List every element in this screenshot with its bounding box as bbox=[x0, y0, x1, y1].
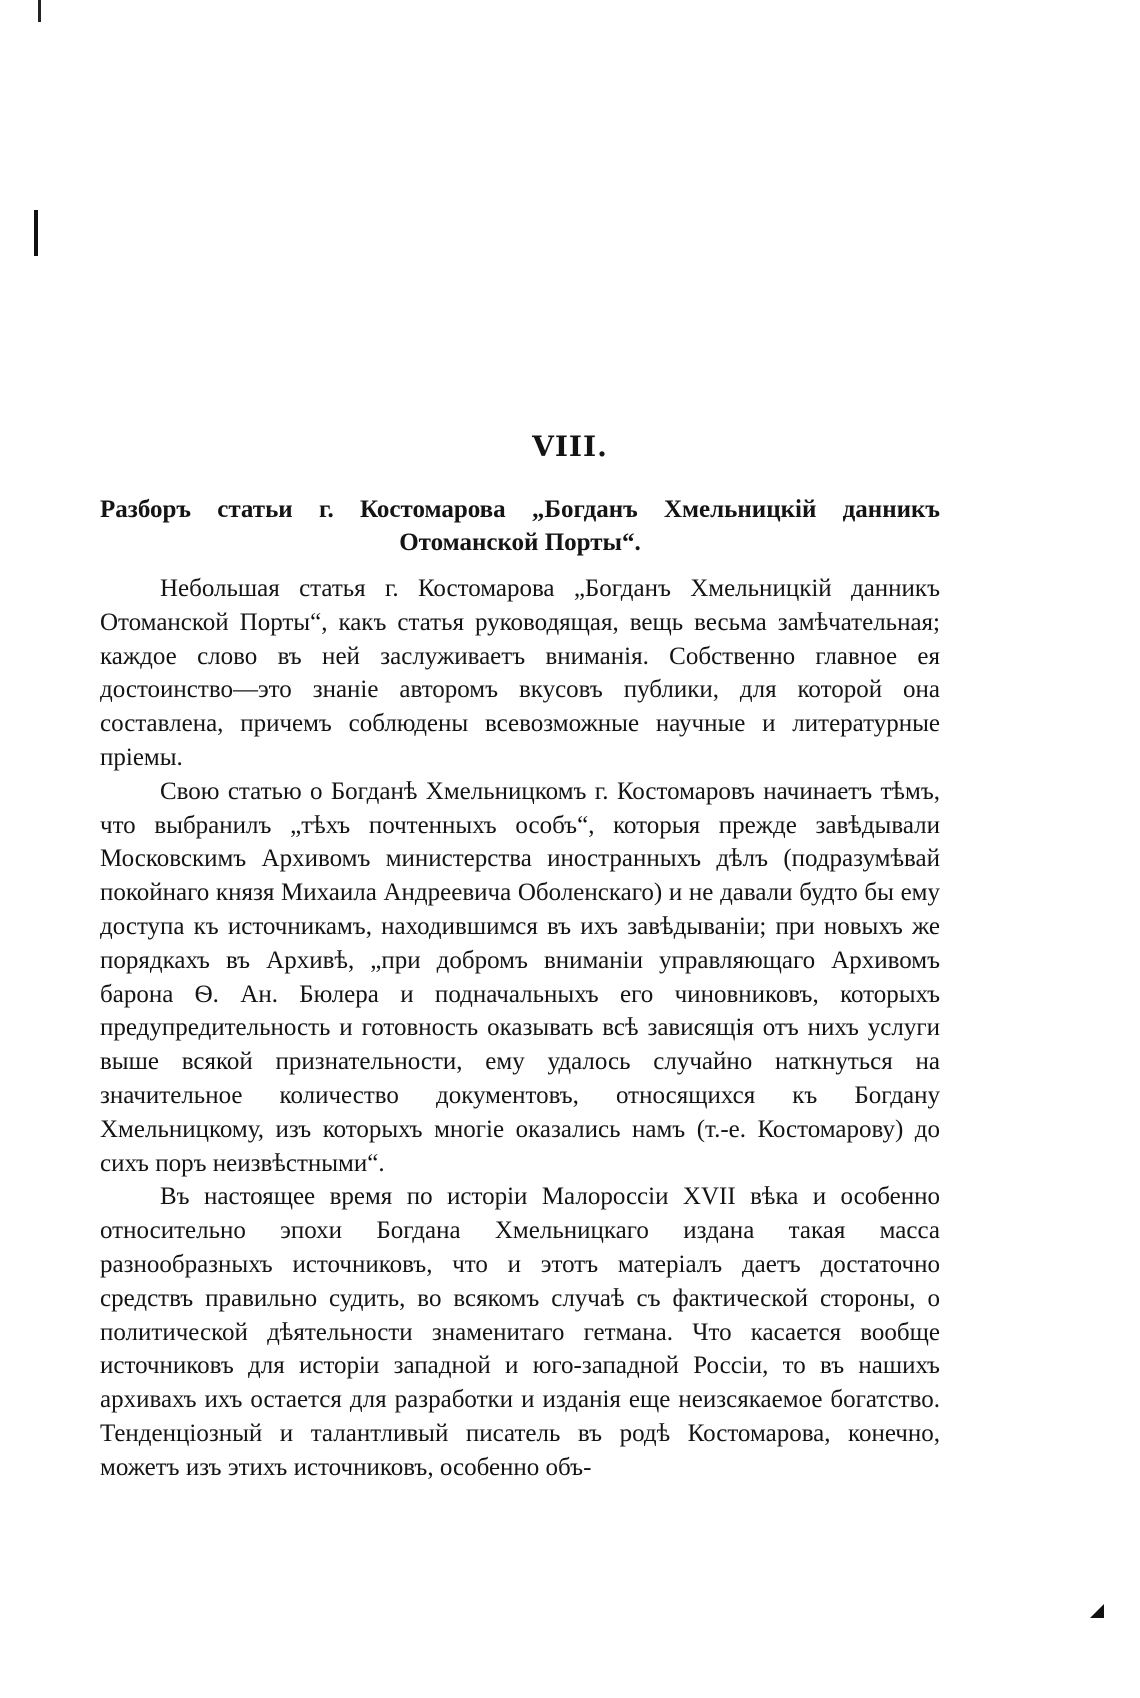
scan-mark-corner bbox=[1090, 1604, 1104, 1618]
paragraph-3: Въ настоящее время по исторіи Малороссіи XVII вѣка и особенно относительно эпохи Богдана Хмельницкаго издана такая масса разнообразныхъ источниковъ, что и этотъ матеріалъ даетъ достаточно средствъ правильно судить, во всякомъ случаѣ съ фактической стороны, о политической дѣятельности знаменитаго гетмана. Что касается вообще источниковъ для исторіи западной и юго-западной Россіи, то въ нашихъ архивахъ ихъ остается для разработки и изданія еще неизсякаемое богатство. Тенденціозный и талантливый писатель въ родѣ Костомарова, конечно, можетъ изъ этихъ источниковъ, особенно объ- bbox=[100, 1183, 940, 1481]
chapter-number: VIII. bbox=[532, 430, 608, 463]
scan-mark-left bbox=[34, 210, 38, 256]
paragraph-2: Свою статью о Богданѣ Хмельницкомъ г. Костомаровъ начинаетъ тѣмъ, что выбранилъ „тѣхъ почтенныхъ особъ“, которыя прежде завѣдывали Московскимъ Архивомъ министерства иностранныхъ дѣлъ (подразумѣвай покойнаго князя Михаила Андреевича Оболенскаго) и не давали будто бы ему доступа къ источникамъ, находившимся въ ихъ завѣдываніи; при новыхъ же порядкахъ въ Архивѣ, „при добромъ вниманіи управляющаго Архивомъ барона Ѳ. Ан. Бюлера и подначальныхъ его чиновниковъ, которыхъ предупредительность и готовность оказывать всѣ зависящія отъ нихъ услуги выше всякой признательности, ему удалось случайно наткнуться на значительное количество документовъ, относящихся къ Богдану Хмельницкому, изъ которыхъ многіе оказались намъ (т.-е. Костомарову) до сихъ поръ неизвѣстными“. bbox=[100, 777, 940, 1177]
scan-mark-top bbox=[38, 0, 41, 22]
article-title: Разборъ статьи г. Костомарова „Богданъ Хмельницкій данникъ Отоманской Порты“. bbox=[100, 496, 940, 556]
article-body bbox=[100, 572, 940, 1485]
paragraph-1: Небольшая статья г. Костомарова „Богданъ Хмельницкій данникъ Отоманской Порты“, какъ статья руководящая, вещь весьма замѣчательная; каждое слово въ ней заслуживаетъ вниманія. Собственно главное ея достоинство—это знаніе авторомъ вкусовъ публики, для которой она составлена, причемъ соблюдены всевозможные научные и литературные пріемы. bbox=[100, 575, 940, 771]
